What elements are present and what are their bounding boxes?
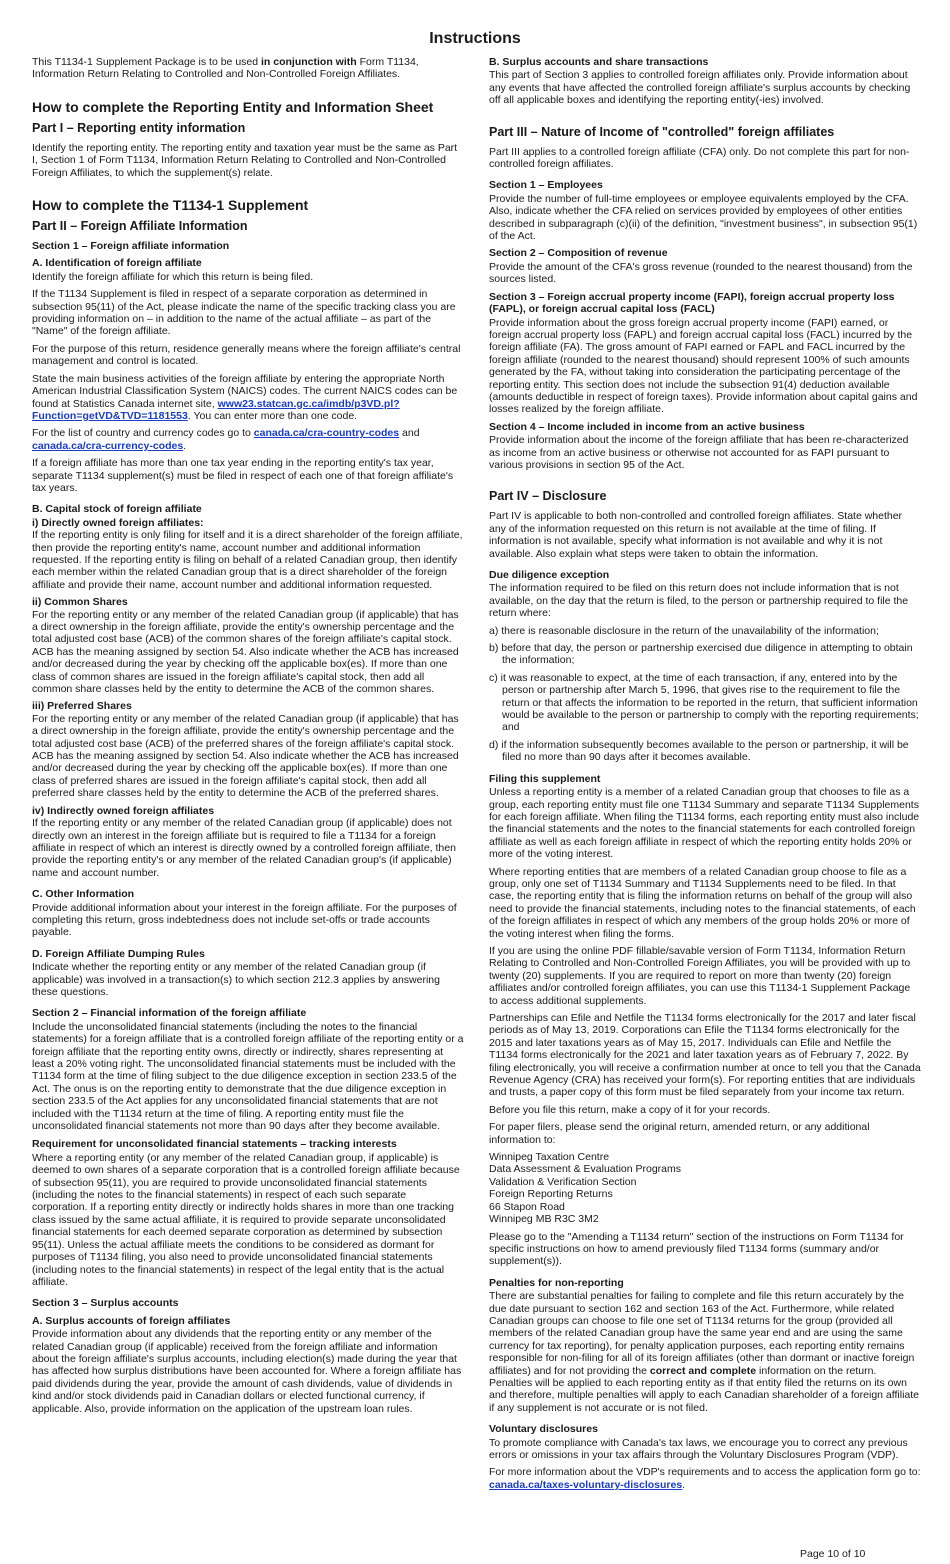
- identification-text-2: If the T1134 Supplement is filed in respect of a separate corporation as determined in subsection 95(11) of the Act, please indicate the name of the specific tracking class you are providing information on – in addition to the name of the actual affiliate – as part of the "Name" of the foreign affiliate.: [32, 288, 456, 338]
- address-line: Winnipeg Taxation Centre: [489, 1151, 610, 1164]
- filing-text-5: Before you file this return, make a copy of it for your records.: [489, 1103, 771, 1116]
- part4-text: Part IV is applicable to both non-controlled and controlled foreign affiliates. State whether any of the information requested on this return is not available at the time of filing. If information is not available, specify what information is not available and why it is not available. Also explain what steps were taken to obtain the information.: [489, 510, 903, 560]
- preferred-shares-title: iii) Preferred Shares: [32, 700, 132, 713]
- intro-paragraph: [32, 56, 464, 81]
- identification-text-1: Identify the foreign affiliate for which this return is being filed.: [32, 270, 314, 283]
- preferred-shares-text: For the reporting entity or any member of the related Canadian group (if applicable) that has a direct ownership in the foreign affiliate, provide the entity's ownership percentage and the total adjusted cost base (ACB) of the preferred shares of the foreign affiliate's capital stock. ACB has the meaning assigned by section 54. Also indicate whether the ACB has increased and/or decreased during the year by checking off the applicable box(es). If more than one class of preferred shares are issued in the foreign affiliate's capital stock, then add all preferred share classes held by the entity to determine the ACB of the preferred shares.: [32, 712, 459, 800]
- address-line: 66 Stapon Road: [489, 1200, 565, 1213]
- section2-text: Include the unconsolidated financial statements (including the notes to the financial statements) for a foreign affiliate that is a controlled foreign affiliate of the reporting entity or a foreign affiliate that the reporting entity owns, directly or indirectly, shares representing at least a 20% voting right. The unconsolidated financial statements must be included with the T1134 form at the time of filing subject to the due diligence exception in section 233.5 of the Act. The onus is on the reporting entity to demonstrate that the due diligence exception in section 233.5 of the Act applies for any unconsolidated financial statements that are not included with the T1134 return at the time of filing. A reporting entity must file the unconsolidated financial statements not more than 90 days after they become available.: [32, 1020, 464, 1133]
- employees-text: Provide the number of full-time employees or employee equivalents employed by the CFA. Also, indicate whether the CFA relied on services provided by employees of other entities described in subparagraph (c)(ii) of the definition, "investment business", in subsection 95(1) of the Act.: [489, 192, 918, 243]
- active-business-title: Section 4 – Income included in income from an active business: [489, 420, 805, 433]
- capital-stock-title: B. Capital stock of foreign affiliate: [32, 503, 202, 516]
- voluntary-text-start: For more information about the VDP's requirements and to access the application form go to:: [489, 1466, 921, 1479]
- common-shares-text: For the reporting entity or any member of the related Canadian group (if applicable) that has a direct ownership in the foreign affiliate, provide the entity's ownership percentage and the total adjusted cost base (ACB) of the common shares of the foreign affiliate's capital stock. ACB has the meaning assigned by section 54. Also indicate whether the ACB has increased and/or decreased during the year by checking off the applicable box(es). If more than one class of common shares are issued in the foreign affiliate's capital stock, then add all common share classes held by the entity to determine the ACB of the common shares.: [32, 608, 459, 696]
- page-title: Instructions: [429, 30, 521, 47]
- penalties-text: [489, 1290, 921, 1414]
- heading-reporting-entity: How to complete the Reporting Entity and Information Sheet: [32, 98, 434, 115]
- voluntary-title: Voluntary disclosures: [489, 1423, 598, 1436]
- direct-owned-text: If the reporting entity is only filing for itself and it is a direct shareholder of the foreign affiliate, then provide the reporting entity's name, account number and additional information requested. If the reporting entity is filing on behalf of a related Canadian group, then identify each member within the related Canadian group that is a direct shareholder of the foreign affiliate and provide their name, account number and additional information requested.: [32, 529, 463, 591]
- filing-text-3: If you are using the online PDF fillable/savable version of Form T1134, Information Return Relating to Controlled and Non-Controlled Foreign Affiliates, you will be provided with up to twenty (20) supplements. If you are required to report on more than twenty (20) foreign affiliates and/or controlled foreign affiliates, you can use this T1134-1 Supplement Package to access additional supplements.: [489, 944, 911, 1007]
- penalties-title: Penalties for non-reporting: [489, 1276, 624, 1289]
- section1-title: Section 1 – Foreign affiliate information: [32, 240, 230, 253]
- surplus-share-text: This part of Section 3 applies to controlled foreign affiliates only. Provide information about any events that have affected the controlled foreign affiliate's surplus accounts by checking off all applicable boxes and identifying the reporting entity(-ies) involved.: [489, 69, 911, 107]
- section3-title: Section 3 – Surplus accounts: [32, 1297, 179, 1310]
- intro-text: This T1134-1 Supplement Package is to be used: [32, 56, 262, 68]
- list-item: c) it was reasonable to expect, at the time of each transaction, if any, entered into by the person or partnership after March 5, 1996, that gives rise to the requirement to file the return or that affects the information to be reported in the return, that sufficient information would be available to the person or partnership to comply with the reporting requirements; and: [489, 671, 919, 734]
- penalties-text-start: There are substantial penalties for failing to complete and file this return accurately by the due date pursuant to section 162 and section 163 of the Act. Furthermore, while related Canadian groups can choose to file one set of T1134 returns for the group (provided all members of the related Canadian group have the same year end and are using the same currency for tax reporting), for penalty application purposes, each reporting entity remains responsible for non-filing for all of its foreign affiliates (other than dormant or inactive foreign affiliates) and for not providing the: [489, 1290, 915, 1377]
- currency-codes-link[interactable]: canada.ca/cra-currency-codes: [32, 439, 184, 452]
- part1-title: Part I – Reporting entity information: [32, 120, 246, 135]
- fapi-text: Provide information about the gross foreign accrual property income (FAPI) earned, or foreign accrual property loss (FAPL) and foreign accrual capital loss (FACL) incurred by the foreign affiliate (FA). The gross amount of FAPI earned or FAPL and FACL incurred by the foreign affiliate (rounded to the nearest thousand) should represent 100% of such amounts generated by the FA, without taking into consideration the participating percentage of the reporting entity. This section does not include the subsection 91(4) deduction available (amounts deductible in respect of foreign taxes). Provide information about capital gains and losses realized by the foreign affiliate.: [489, 316, 918, 416]
- naics-text: State the main business activities of the foreign affiliate by entering the appropriate North American Industrial Classification System (NAICS) codes. The current NAICS codes can be found at Statistics Canada internet site,: [32, 372, 458, 410]
- direct-owned-title: i) Directly owned foreign affiliates:: [32, 516, 204, 529]
- page-number: Page 10 of 10: [800, 1548, 866, 1560]
- dumping-rules-text: Indicate whether the reporting entity or any member of the related Canadian group (if applicable) was involved in a transaction(s) to which section 212.3 applies by answering these questions.: [32, 961, 440, 998]
- list-item: d) if the information subsequently becomes available to the person or partnership, it will be filed no more than 90 days after it becomes available.: [489, 738, 909, 764]
- part1-text: Identify the reporting entity. The reporting entity and taxation year must be the same as Part I, Section 1 of Form T1134, Information Return Relating to Controlled and Non-Controlled Foreign Affiliates, to which the supplement(s) relate.: [32, 141, 458, 179]
- dumping-rules-title: D. Foreign Affiliate Dumping Rules: [32, 947, 205, 960]
- codes-text-mid: and: [399, 427, 420, 440]
- common-shares-title: ii) Common Shares: [32, 596, 128, 609]
- filing-text-6: For paper filers, please send the original return, amended return, or any additional information to:: [489, 1121, 870, 1146]
- part3-text: Part III applies to a controlled foreign affiliate (CFA) only. Do not complete this part for non-controlled foreign affiliates.: [489, 145, 910, 171]
- section2-title: Section 2 – Financial information of the foreign affiliate: [32, 1007, 307, 1020]
- address-line: Winnipeg MB R3C 3M2: [489, 1213, 599, 1226]
- indirect-owned-title: iv) Indirectly owned foreign affiliates: [32, 804, 215, 817]
- identification-text-4: [32, 373, 464, 423]
- address-line: Validation & Verification Section: [489, 1175, 637, 1188]
- surplus-share-title: B. Surplus accounts and share transactions: [489, 56, 709, 68]
- filing-text-1: Unless a reporting entity is a member of a related Canadian group that chooses to file as a group, each reporting entity must file one T1134 Summary and separate T1134 Supplements for each foreign affiliate. When filing the T1134 forms, each reporting entity must also include the financial statements and the notes to the financial statements for each controlled foreign affiliate as well as each foreign affiliate in respect of which the reporting entity holds 20% or more of the voting interest.: [489, 786, 920, 861]
- left-column: [32, 56, 464, 1420]
- voluntary-disclosures-link[interactable]: canada.ca/taxes-voluntary-disclosures: [489, 1478, 683, 1491]
- identification-text-5: [32, 427, 464, 452]
- heading-supplement: How to complete the T1134-1 Supplement: [32, 197, 309, 214]
- other-info-text: Provide additional information about your interest in the foreign affiliate. For the purposes of completing this return, gross indebtedness does not include set-offs or trade accounts payable.: [32, 901, 457, 939]
- list-item: b) before that day, the person or partnership exercised due diligence in attempting to obtain the information;: [489, 642, 913, 667]
- intro-text-end: Form T1134, Information Return Relating to Controlled and Non-Controlled Foreign Affiliates.: [32, 56, 419, 81]
- country-codes-link[interactable]: canada.ca/cra-country-codes: [253, 427, 400, 440]
- voluntary-text-1: To promote compliance with Canada's tax laws, we encourage you to correct any previous errors or omissions in your tax affairs through the Voluntary Disclosures Program (VDP).: [489, 1436, 908, 1461]
- surplus-accounts-text: Provide information about any dividends that the reporting entity or any member of the related Canadian group (if applicable) received from the foreign affiliate and information about the foreign affiliate's surplus accounts, including election(s) made during the year that has affected how surplus distributions have been accounted for. Where a foreign affiliate has paid dividends during the year, provide the amount of cash dividends, value of dividends in kind and/or stock dividends paid in Canadian dollars or elected functional currency, if applicable. Also, provide information on the application of the upstream loan rules.: [32, 1328, 462, 1415]
- filing-text-2: Where reporting entities that are members of a related Canadian group choose to file as a group, only one set of T1134 Summary and T1134 Supplements need to be filed. In that case, the reporting entity that is filing the information returns on behalf of the group will also need to provide the financial statements, including notes to the financial statements, of each of the foreign affiliates in respect of which any members of the group holds 20% or more of the voting interest when filing the forms.: [489, 865, 916, 940]
- naics-link[interactable]: www23.statcan.gc.ca/imdb/p3VD.pl?Function=getVD&TVD=1181553: [32, 397, 400, 422]
- employees-title: Section 1 – Employees: [489, 179, 603, 192]
- intro-bold: in conjunction with: [261, 56, 357, 68]
- list-item: a) there is reasonable disclosure in the return of the unavailability of the information;: [489, 624, 879, 637]
- filing-text-7: Please go to the "Amending a T1134 return" section of the instructions on Form T1134 for specific instructions on how to amend previously filed T1134 forms (summary and/or supplement(s)).: [489, 1230, 904, 1268]
- filing-title: Filing this supplement: [489, 772, 601, 785]
- voluntary-text-2: [489, 1466, 921, 1491]
- identification-text-3: For the purpose of this return, residence generally means where the foreign affiliate's central management and control is located.: [32, 342, 461, 368]
- codes-text: For the list of country and currency codes go to: [32, 427, 254, 440]
- other-info-title: C. Other Information: [32, 888, 135, 901]
- revenue-text: Provide the amount of the CFA's gross revenue (rounded to the nearest thousand) from the sources listed.: [489, 260, 913, 286]
- filing-text-4: Partnerships can Efile and Netfile the T1134 forms electronically for the 2017 and later fiscal periods as of May 13, 2019. Corporations can Efile the T1134 forms electronically for the 2015 and later taxations years as of May 15, 2017. Individuals can Efile and Netfile the T1134 forms electronically for the 2021 and later taxation years as of February 7, 2022. By filing electronically, you will receive a confirmation number at once to tell you that the Canada Revenue Agency (CRA) has received your form(s). For reporting entities that are individuals and trusts, a paper copy of this form must be filed separately from your income tax return.: [489, 1012, 921, 1099]
- revenue-title: Section 2 – Composition of revenue: [489, 247, 668, 260]
- identification-title: A. Identification of foreign affiliate: [32, 257, 202, 270]
- address-line: Foreign Reporting Returns: [489, 1188, 613, 1201]
- mailing-address: [489, 1151, 921, 1225]
- right-column: [489, 56, 921, 1496]
- due-diligence-text: The information required to be filed on this return does not include information that is not available, on the day that the return is filed, to the person or partnership required to file the return where:: [489, 582, 909, 620]
- active-business-text: Provide information about the income of the foreign affiliate that has been re-characterized as income from an active business or otherwise not accounted for as FAPI pursuant to various provisions in section 95 of the Act.: [489, 434, 909, 471]
- penalties-text-end: information on the return. Penalties will be applied to each reporting entity as if that entity filed the returns on its own and therefore, multiple penalties will apply to each Canadian shareholder of a foreign affiliate if any supplement is not accurate or is not filed.: [489, 1364, 919, 1414]
- part4-title: Part IV – Disclosure: [489, 489, 607, 504]
- fapi-title: Section 3 – Foreign accrual property income (FAPI), foreign accrual property loss (FAPL), or foreign accrual capital loss (FACL): [489, 290, 895, 316]
- part3-title: Part III – Nature of Income of "controlled" foreign affiliates: [489, 124, 835, 139]
- requirement-text: Where a reporting entity (or any member of the related Canadian group, if applicable) is deemed to own shares of a separate corporation that is a controlled foreign affiliate because of subsection 95(11), you are required to provide unconsolidated financial statements (including the notes to the financial statements) in respect of each such separate corporation. If a reporting entity directly or indirectly holds shares in more than one tracking class issued by the same actual affiliate, it is required to provide separate unconsolidated financial statements for each deemed separate corporation as determined by subsection 95(11). Unless the actual affiliate meets the conditions to be considered as dormant for purposes of T1134 filing, you also need to provide unconsolidated financial statements (including notes to the financial statements) in respect of the legal entity that is the actual affiliate.: [32, 1151, 460, 1288]
- due-diligence-list: [489, 625, 921, 764]
- codes-text-end: .: [183, 439, 187, 452]
- voluntary-text-end: .: [682, 1478, 686, 1491]
- penalties-bold: correct and complete: [649, 1364, 757, 1377]
- naics-text-end: . You can enter more than one code.: [187, 409, 358, 422]
- surplus-accounts-title: A. Surplus accounts of foreign affiliates: [32, 1314, 231, 1327]
- due-diligence-title: Due diligence exception: [489, 569, 610, 581]
- identification-text-6: If a foreign affiliate has more than one tax year ending in the reporting entity's tax year, separate T1134 supplement(s) must be filed in respect of each one of that foreign affiliate's tax years.: [32, 457, 454, 494]
- requirement-title: Requirement for unconsolidated financial statements – tracking interests: [32, 1138, 397, 1151]
- address-line: Data Assessment & Evaluation Programs: [489, 1163, 682, 1176]
- indirect-owned-text: If the reporting entity or any member of the related Canadian group (if applicable) does not directly own an interest in the foreign affiliate but is required to file a T1134 for a foreign affiliate in respect of which an interest is directly owned by a controlled foreign affiliate, then provide the reporting entity's or any member of the related Canadian group's (if applicable) name and account number.: [32, 817, 456, 879]
- part2-title: Part II – Foreign Affiliate Information: [32, 219, 248, 234]
